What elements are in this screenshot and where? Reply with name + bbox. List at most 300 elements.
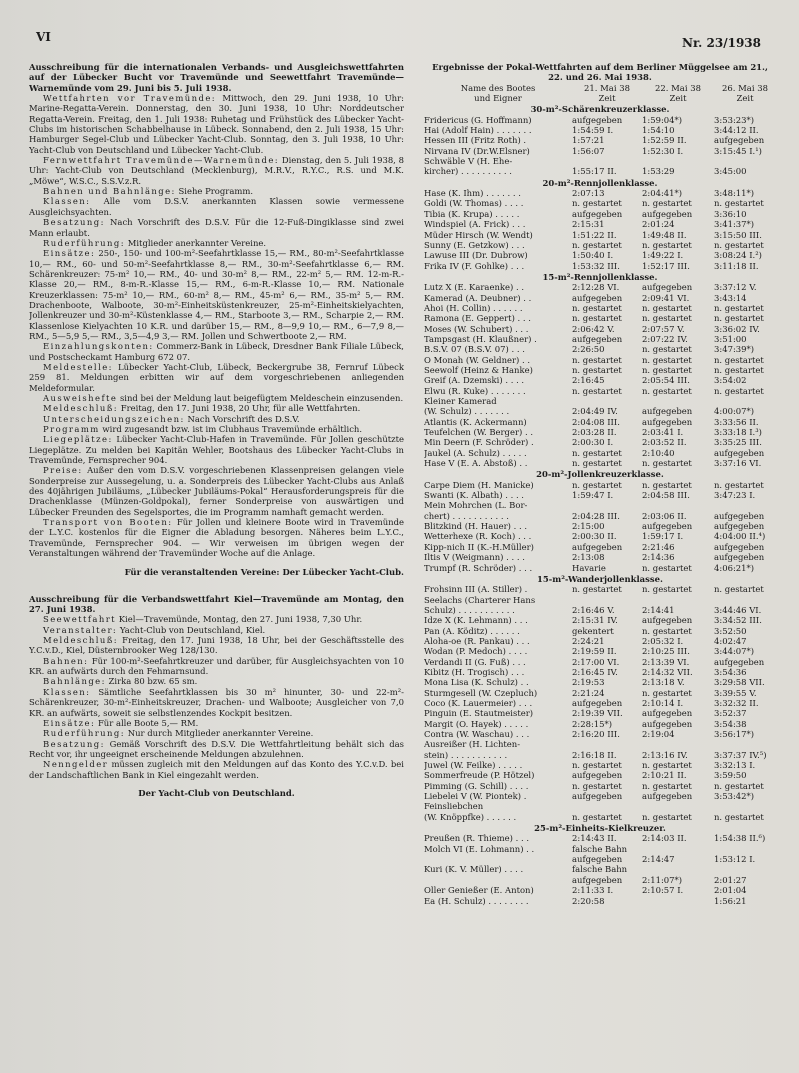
paragraph-heading: Besatzung:: [43, 217, 105, 228]
table-cell: n. gestartet: [572, 354, 622, 365]
class-heading: 15-m²-Rennjollenklasse.: [542, 271, 658, 282]
table-cell: 3:54:38: [714, 718, 747, 729]
table-cell: 4:04:00 II.⁴): [714, 531, 766, 542]
paragraph: [29, 341, 404, 362]
table-cell: Min Deern (F. Schröder) .: [424, 437, 534, 448]
table-cell: Hase V (E. A. Abstoß) . .: [424, 458, 528, 469]
table-cell: aufgegeben: [572, 333, 623, 344]
table-cell: n. gestartet: [642, 198, 692, 209]
table-cell: 2:13:18 V.: [642, 677, 685, 688]
table-cell: 3:52:37: [714, 708, 747, 719]
table-cell: Sommerfreude (P. Hötzel): [424, 770, 535, 781]
table-cell: 3:47:23 I.: [714, 490, 756, 501]
table-row: [424, 646, 776, 656]
paragraph-text: wird zugesandt bzw. ist im Clubhaus Travemünde erhältlich.: [99, 424, 363, 435]
table-cell: 2:07:13: [572, 188, 605, 199]
paragraph-heading: Fernwettfahrt Travemünde—Warnemünde:: [43, 155, 280, 166]
table-row: [424, 406, 776, 416]
table-cell: 3:47:39*): [714, 344, 755, 355]
paragraph-heading: Unterscheidungszeichen:: [43, 413, 185, 424]
table-cell: aufgegeben: [714, 541, 765, 552]
table-cell: 2:05:54 III.: [642, 375, 690, 386]
table-cell: [572, 595, 642, 605]
table-cell: 2:16:18 II.: [572, 749, 617, 760]
table-cell: [642, 739, 714, 749]
paragraph-heading: Bahnen:: [43, 655, 89, 666]
table-cell: Elwu (R. Kuke) . . . . . . .: [424, 385, 526, 396]
table-cell: n. gestartet: [642, 687, 692, 698]
table-cell: n. gestartet: [572, 780, 622, 791]
paragraph-heading: Meldeschluß:: [43, 635, 119, 646]
table-row: [424, 812, 776, 822]
table-cell: Idze X (K. Lehmann) . . .: [424, 615, 528, 626]
column-header: Zeit: [669, 93, 687, 104]
results-header-table: [424, 83, 776, 104]
class-heading: 30-m²-Schärenkreuzerklasse.: [530, 104, 670, 115]
table-cell: n. gestartet: [572, 198, 622, 209]
table-cell: Iltis V (Weigmann) . . . .: [424, 552, 525, 563]
table-cell: 3:56:17*): [714, 729, 755, 739]
table-cell: 3:36:10: [714, 208, 747, 219]
results-table: [424, 480, 776, 573]
table-cell: 4:00:07*): [714, 406, 755, 417]
results-title: Ergebnisse der Pokal-Wettfahrten auf dem Berliner Müggelsee am 21., 22. und 26. Mai 1938.: [432, 62, 768, 83]
table-cell: 2:01:04: [714, 885, 747, 896]
table-row: [424, 521, 776, 531]
table-cell: 3:54:36: [714, 666, 747, 677]
table-row: [424, 427, 776, 437]
table-row: [424, 542, 776, 552]
table-row: [424, 552, 776, 562]
table-cell: [714, 500, 776, 510]
paragraph-heading: Liegeplätze:: [43, 434, 113, 445]
table-cell: 1:59:17 I.: [642, 531, 684, 542]
table-cell: aufgegeben: [714, 521, 765, 532]
column-header: Name des Bootes: [460, 82, 536, 93]
table-cell: 1:55:17 II.: [572, 166, 617, 177]
table-cell: aufgegeben: [572, 791, 623, 802]
table-cell: aufgegeben: [572, 114, 623, 125]
table-cell: [572, 500, 642, 510]
table-cell: 2:21:46: [642, 541, 675, 552]
table-cell: 2:28:15*): [572, 718, 613, 729]
table-row: [424, 209, 776, 219]
paragraph-heading: Ruderführung:: [43, 237, 126, 248]
paragraph-heading: Ruderführung:: [43, 728, 126, 739]
paragraph-text: Alle vom D.S.V. anerkannten Klassen sowie vermessene Ausgleichsyachten.: [29, 196, 404, 217]
table-cell: (W. Schulz) . . . . . . .: [424, 406, 510, 417]
table-cell: Contra (W. Waschau) . . .: [424, 729, 530, 739]
table-cell: [642, 595, 714, 605]
table-cell: Pinguin (E. Stautmeister): [424, 708, 534, 719]
paragraph-heading: Preise:: [43, 465, 83, 476]
table-row: [424, 833, 776, 843]
table-cell: B.S.V. 07 (B.S.V. 07) . . .: [424, 344, 525, 355]
table-cell: 2:00:30 II.: [572, 531, 617, 542]
paragraph-heading: Einsätze:: [43, 248, 96, 259]
table-cell: 3:53:23*): [714, 114, 755, 125]
paragraph: [29, 393, 404, 403]
table-row: [424, 781, 776, 791]
table-cell: Atlantis (K. Ackermann): [424, 416, 527, 427]
table-cell: 3:44:46 VI.: [714, 604, 762, 615]
table-cell: n. gestartet: [642, 780, 692, 791]
table-row: [424, 531, 776, 541]
table-cell: 1:52:17 III.: [642, 260, 690, 271]
table-cell: aufgegeben: [642, 718, 693, 729]
table-cell: Ahoi (H. Collin) . . . . . .: [424, 302, 523, 313]
table-row: [424, 250, 776, 260]
table-cell: 2:26:50: [572, 344, 605, 355]
paragraph: [29, 728, 404, 738]
table-cell: [642, 396, 714, 406]
table-cell: 1:56:21: [714, 895, 747, 906]
table-row: [424, 844, 776, 854]
table-cell: [642, 896, 714, 906]
column-header: Zeit: [736, 93, 754, 104]
table-cell: 2:01:27: [714, 874, 747, 885]
table-cell: Tibia (K. Krupa) . . . . .: [424, 208, 520, 219]
table-cell: 2:16:45: [572, 375, 605, 386]
table-row: [424, 261, 776, 271]
table-row: [424, 240, 776, 250]
results-table: [424, 833, 776, 905]
table-cell: n. gestartet: [572, 313, 622, 324]
table-cell: [572, 739, 642, 749]
paragraph: [29, 517, 404, 558]
table-cell: n. gestartet: [642, 562, 692, 573]
issue-number: Nr. 23/1938: [681, 36, 761, 50]
table-cell: O Monah (W. Geldner) . .: [424, 354, 531, 365]
table-cell: [424, 875, 572, 885]
table-cell: 3:44:12 II.: [714, 125, 759, 136]
paragraph-text: Freitag, den 17. Juni 1938, 18 Uhr, bei der Geschäftsstelle des Y.C.v.D., Kiel, Düsternbrooker Weg 128/130.: [29, 635, 404, 656]
table-cell: 1:54:10: [642, 125, 675, 136]
table-row: [424, 636, 776, 646]
table-row: [424, 657, 776, 667]
paragraph-heading: Meldestelle:: [43, 361, 113, 372]
table-cell: stein) . . . . . . . . . . .: [424, 749, 508, 760]
table-row: [424, 750, 776, 760]
table-cell: aufgegeben: [714, 510, 765, 521]
table-cell: 3:48:11*): [714, 188, 755, 199]
table-row: [424, 511, 776, 521]
section-body: [29, 93, 404, 558]
table-row: [424, 801, 776, 811]
table-row: [424, 584, 776, 594]
table-row: [424, 605, 776, 615]
table-cell: Seewolf (Heinz & Hanke): [424, 364, 533, 375]
paragraph: [29, 614, 404, 624]
section-signature: Der Yacht-Club von Deutschland.: [138, 788, 295, 799]
table-cell: Molch VI (E. Lohmann) . .: [424, 843, 535, 854]
paragraph: [29, 465, 404, 517]
section-signature: Für die veranstaltenden Vereine: Der Lübecker Yacht-Club.: [124, 566, 404, 577]
table-cell: aufgegeben: [572, 541, 623, 552]
column-header: 26. Mai 38: [722, 82, 768, 93]
table-cell: [572, 396, 642, 406]
table-cell: n. gestartet: [642, 239, 692, 250]
table-cell: 1:53:29: [642, 166, 675, 177]
table-cell: [424, 854, 572, 864]
table-row: [424, 146, 776, 156]
table-cell: 2:14:43 II.: [572, 833, 617, 844]
table-cell: 3:29:58 VII.: [714, 677, 765, 688]
table-cell: Juwel (W. Feilke) . . . . .: [424, 760, 523, 771]
table-cell: Hase (K. Ihm) . . . . . . .: [424, 188, 521, 199]
table-cell: n. gestartet: [642, 354, 692, 365]
table-cell: Hessen III (Fritz Roth) .: [424, 135, 527, 146]
table-cell: Moses (W. Schubert) . . .: [424, 323, 529, 334]
table-row: [424, 135, 776, 145]
table-cell: 2:15:31 IV.: [572, 615, 618, 626]
table-row: [424, 293, 776, 303]
table-cell: Kibitz (H. Trogisch) . . .: [424, 666, 525, 677]
table-row: [424, 125, 776, 135]
table-cell: n. gestartet: [642, 313, 692, 324]
table-cell: 3:33:18 I.³): [714, 427, 762, 438]
results-body: [424, 104, 776, 905]
table-cell: 2:04:58 III.: [642, 490, 690, 501]
table-cell: Nirvana IV (Dr.W.Elsner): [424, 145, 530, 156]
table-cell: 2:13:39 VI.: [642, 656, 690, 667]
table-cell: n. gestartet: [642, 385, 692, 396]
table-cell: Ramona (E. Geppert) . . .: [424, 313, 531, 324]
paragraph-text: Nur durch Mitglieder anerkannter Vereine.: [125, 728, 314, 739]
table-cell: [714, 595, 776, 605]
table-cell: 2:11:07*): [642, 874, 683, 885]
table-row: [424, 188, 776, 198]
paragraph: [29, 424, 404, 434]
table-cell: n. gestartet: [642, 364, 692, 375]
table-cell: 4:06:21*): [714, 562, 755, 573]
table-cell: 3:39:55 V.: [714, 687, 757, 698]
table-cell: 2:05:32 I.: [642, 635, 684, 646]
table-cell: 1:51:22 II.: [572, 229, 617, 240]
table-cell: [642, 844, 714, 854]
table-cell: 1:57:21: [572, 135, 605, 146]
paragraph-text: Lübecker Yacht-Club-Hafen in Travemünde. Für Jollen geschützte Liegeplätze. Zu melden bei Kapitän Wehler, Bootshaus des Lübecker Yacht-Clubs in Travemünde, Fernsprecher 904.: [29, 434, 404, 466]
table-cell: 2:10:40: [642, 447, 675, 458]
table-cell: gekentert: [572, 625, 614, 636]
table-cell: Oller Genießer (E. Anton): [424, 885, 534, 896]
table-cell: 2:07:22 IV.: [642, 333, 688, 344]
table-cell: Müder Hirsch (W. Wendt): [424, 229, 533, 240]
table-cell: 2:06:42 V.: [572, 323, 615, 334]
paragraph-heading: Einzahlungskonten:: [43, 341, 154, 352]
table-cell: n. gestartet: [572, 760, 622, 771]
table-cell: 3:59:50: [714, 770, 747, 781]
table-cell: Sturmgesell (W. Czepluch): [424, 687, 538, 698]
table-cell: 2:01:24: [642, 219, 675, 230]
table-cell: Teufelchen (W. Berger) . .: [424, 427, 534, 438]
paragraph-text: Dienstag, den 5. Juli 1938, 8 Uhr: Yacht-Club von Deutschland (Mecklenburg), M.R.V., R.Y.C., R.S. und M.K. „Möwe“, W.S.C., S.S.V.z.R.: [29, 155, 404, 186]
table-cell: Feinsliebchen: [424, 801, 484, 812]
table-cell: Margit (O. Hayek) . . . . .: [424, 718, 529, 729]
table-row: [424, 303, 776, 313]
table-cell: [714, 864, 776, 874]
table-cell: n. gestartet: [642, 811, 692, 822]
paragraph-text: Zirka 80 bzw. 65 sm.: [105, 676, 198, 687]
table-cell: 3:41:37*): [714, 219, 755, 230]
table-cell: 2:12:28 VI.: [572, 282, 620, 293]
table-cell: n. gestartet: [714, 385, 764, 396]
paragraph: [29, 676, 404, 686]
table-cell: n. gestartet: [642, 458, 692, 469]
table-cell: n. gestartet: [572, 458, 622, 469]
table-cell: [714, 844, 776, 854]
table-row: [424, 500, 776, 510]
table-cell: [714, 739, 776, 749]
table-cell: Lutz X (E. Karaenke) . .: [424, 282, 525, 293]
table-cell: [642, 801, 714, 811]
table-cell: 2:04:08 III.: [572, 416, 620, 427]
table-cell: Havarie: [572, 562, 606, 573]
table-row: [424, 896, 776, 906]
table-cell: falsche Bahn: [572, 864, 628, 875]
table-cell: 2:21:24: [572, 687, 605, 698]
table-row: [424, 219, 776, 229]
table-row: [424, 437, 776, 447]
table-cell: 2:03:52 II.: [642, 437, 687, 448]
table-cell: 2:15:00: [572, 521, 605, 532]
table-cell: 1:53:12 I.: [714, 854, 756, 865]
table-cell: 3:53:42*): [714, 791, 755, 802]
table-cell: n. gestartet: [642, 584, 692, 595]
paragraph-text: Kiel—Travemünde, Montag, den 27. Juni 1938, 7,30 Uhr.: [116, 614, 363, 625]
table-cell: Pan (A. Köditz) . . . . . .: [424, 625, 520, 636]
table-cell: n. gestartet: [642, 344, 692, 355]
table-cell: 2:19:39 VII.: [572, 708, 623, 719]
paragraph-heading: Programm: [43, 424, 100, 435]
paragraph-text: Gemäß Vorschrift des D.S.V. Die Wettfahrtleitung behält sich das Recht vor, ihr ungeeignet erscheinende Meldungen abzulehnen.: [29, 738, 404, 759]
table-cell: Kuri (K. V. Müller) . . . .: [424, 864, 524, 875]
table-cell: Frika IV (F. Gohlke) . . .: [424, 260, 525, 271]
paragraph-text: 250-, 150- und 100-m²-Seefahrtklasse 15,— RM., 80-m²-Seefahrtklasse 10,— RM., 60- und 50-m²-Seefahrtklasse 8,— RM., 30-m²-Seefahrtklasse 6,— RM. Schärenkreuzer: 75-m² 10,— RM., 40- und 30-m² 8,— RM., 22-m² 5,— RM. 12-m-R.-Klasse 20,— RM., 8-m-R.-Klasse 15,— RM., 6-m-R.-Klasse 10,— RM. Nationale Kreuzerklassen: 75-m² 10,— RM., 60-m² 8,— RM., 45-m² 6,— RM., 35-m² 5,— RM. Drachenboote, Walboote, 30-m²-Einheitsküstenkreuzer, 25-m²-Einheitskielyachten, Jollenkreuzer und 30-m²-Küstenklasse 4,— RM., Starboote 3,— RM., Scharpie 2,— RM. Klassenlose Kielyachten 10 K.R. und darüber 15,— RM., 8—9,9 10,— RM., 6—7,9 8,— RM., 5—5,9 5,— RM., 3,5—4,9 3,— RM. Jollen und Schwertboote 2,— RM.: [29, 248, 404, 341]
paragraph: [29, 625, 404, 635]
table-row: [424, 375, 776, 385]
page-number: VI: [36, 30, 51, 44]
table-cell: Sunny (E. Getzkow) . . .: [424, 239, 525, 250]
table-cell: 1:54:38 II.⁶): [714, 833, 766, 844]
section-title: Ausschreibung für die internationalen Verbands- und Ausgleichswettfahrten auf der Lübecker Bucht vor Travemünde und Seewettfahrt Travemünde—Warnemünde vom 29. Juni bis 5. Juli 1938.: [29, 62, 404, 93]
paragraph-heading: Veranstalter:: [43, 624, 118, 635]
table-cell: n. gestartet: [572, 364, 622, 375]
table-row: [424, 729, 776, 739]
results-table: [424, 584, 776, 822]
table-cell: Preußen (R. Thieme) . . .: [424, 833, 530, 844]
table-cell: 3:34:52 III.: [714, 615, 762, 626]
paragraph: [29, 414, 404, 424]
paragraph: [29, 718, 404, 728]
table-cell: Ea (H. Schulz) . . . . . . . .: [424, 895, 529, 906]
table-cell: 1:53:32 III.: [572, 260, 620, 271]
table-cell: (W. Knöppfke) . . . . . .: [424, 811, 517, 822]
left-column: [29, 62, 404, 1062]
table-cell: Tampsgast (H. Klaußner) .: [424, 333, 537, 344]
column-header: und Eigner: [474, 93, 522, 104]
paragraph-heading: Klassen:: [43, 686, 91, 697]
table-cell: Ausreißer (H. Lichten-: [424, 739, 521, 750]
table-row: [424, 770, 776, 780]
paragraph-text: Siehe Programm.: [175, 186, 254, 197]
table-row: [424, 166, 776, 176]
table-cell: Goldi (W. Thomas) . . . .: [424, 198, 524, 209]
table-cell: n. gestartet: [642, 625, 692, 636]
paragraph-heading: Bahnen und Bahnlänge:: [43, 186, 176, 197]
table-cell: n. gestartet: [572, 584, 622, 595]
paragraph: [29, 403, 404, 413]
paragraph-text: Außer den vom D.S.V. vorgeschriebenen Klassenpreisen gelangen viele Sonderpreise zur Aussegelung, u. a. Sonderpreis des Lübecker Yacht-Clubs aus Anlaß des 40jährigen Jubiläums, „Lübecker Jubiläums-Pokal“ Herausforderungspreis für die Drachenklasse (Münzen-Goldpokal), ferner Sonderpreise von auswärtigen und Lübecker Freunden des Segelsportes, die im Programm namhaft gemacht werden.: [29, 465, 404, 517]
paragraph-heading: Wettfahrten vor Travemünde:: [43, 93, 217, 104]
table-cell: aufgegeben: [572, 697, 623, 708]
table-cell: chert) . . . . . . . . . . .: [424, 510, 509, 521]
table-cell: 2:14:41: [642, 604, 675, 615]
table-cell: aufgegeben: [642, 208, 693, 219]
table-cell: 1:59:47 I.: [572, 490, 614, 501]
paragraph: [29, 248, 404, 341]
table-cell: 1:52:59 II.: [642, 135, 687, 146]
table-cell: 3:08:24 I.²): [714, 250, 762, 261]
table-cell: falsche Bahn: [572, 843, 628, 854]
table-cell: Trumpf (R. Schröder) . . .: [424, 562, 533, 573]
results-table: [424, 282, 776, 468]
class-heading: 25-m²-Einheits-Kielkreuzer.: [534, 823, 666, 834]
table-cell: 1:52:30 I.: [642, 145, 684, 156]
table-cell: 2:07:57 V.: [642, 323, 685, 334]
table-cell: aufgegeben: [642, 615, 693, 626]
table-cell: n. gestartet: [714, 302, 764, 313]
table-cell: Wodan (P. Medoch) . . . .: [424, 646, 528, 657]
table-cell: n. gestartet: [642, 302, 692, 313]
table-cell: n. gestartet: [714, 811, 764, 822]
table-cell: Seelachs (Charterer Hans: [424, 594, 536, 605]
table-cell: n. gestartet: [714, 780, 764, 791]
table-cell: n. gestartet: [714, 313, 764, 324]
table-row: [424, 365, 776, 375]
section-body: [29, 614, 404, 780]
table-cell: 2:19:59 II.: [572, 646, 617, 657]
paragraph-text: Mitglieder anerkannter Vereine.: [125, 237, 267, 248]
paragraph-text: Nach Vorschrift des D.S.V. Für die 12-Fuß-Dingiklasse sind zwei Mann erlaubt.: [29, 217, 404, 238]
table-cell: Windspiel (A. Frick) . . .: [424, 219, 526, 230]
table-cell: n. gestartet: [714, 239, 764, 250]
table-cell: Coco (K. Lauermeier) . . .: [424, 697, 533, 708]
results-table: [424, 115, 776, 177]
table-cell: Swanti (K. Albath) . . . .: [424, 490, 524, 501]
table-cell: 2:19:04: [642, 729, 675, 739]
paragraph: [29, 635, 404, 656]
table-cell: 2:04:41*): [642, 188, 683, 199]
class-heading: 15-m²-Wanderjollenklasse.: [537, 573, 663, 584]
table-row: [424, 334, 776, 344]
paragraph-heading: Einsätze:: [43, 717, 96, 728]
table-cell: n. gestartet: [714, 364, 764, 375]
table-cell: Mona Lisa (K. Schulz) . .: [424, 677, 529, 688]
table-cell: 3:32:32 II.: [714, 697, 759, 708]
table-row: [424, 885, 776, 895]
table-row: [424, 230, 776, 240]
table-cell: 2:20:58: [572, 895, 605, 906]
table-cell: 3:35:25 III.: [714, 437, 762, 448]
table-cell: 2:09:41 VI.: [642, 292, 690, 303]
table-cell: n. gestartet: [714, 354, 764, 365]
paragraph-heading: Meldeschluß:: [43, 403, 119, 414]
table-cell: n. gestartet: [714, 479, 764, 490]
table-row: [424, 313, 776, 323]
table-cell: 3:45:00: [714, 166, 747, 177]
table-cell: Kipp-nich II (K.-H.Müller): [424, 541, 534, 552]
